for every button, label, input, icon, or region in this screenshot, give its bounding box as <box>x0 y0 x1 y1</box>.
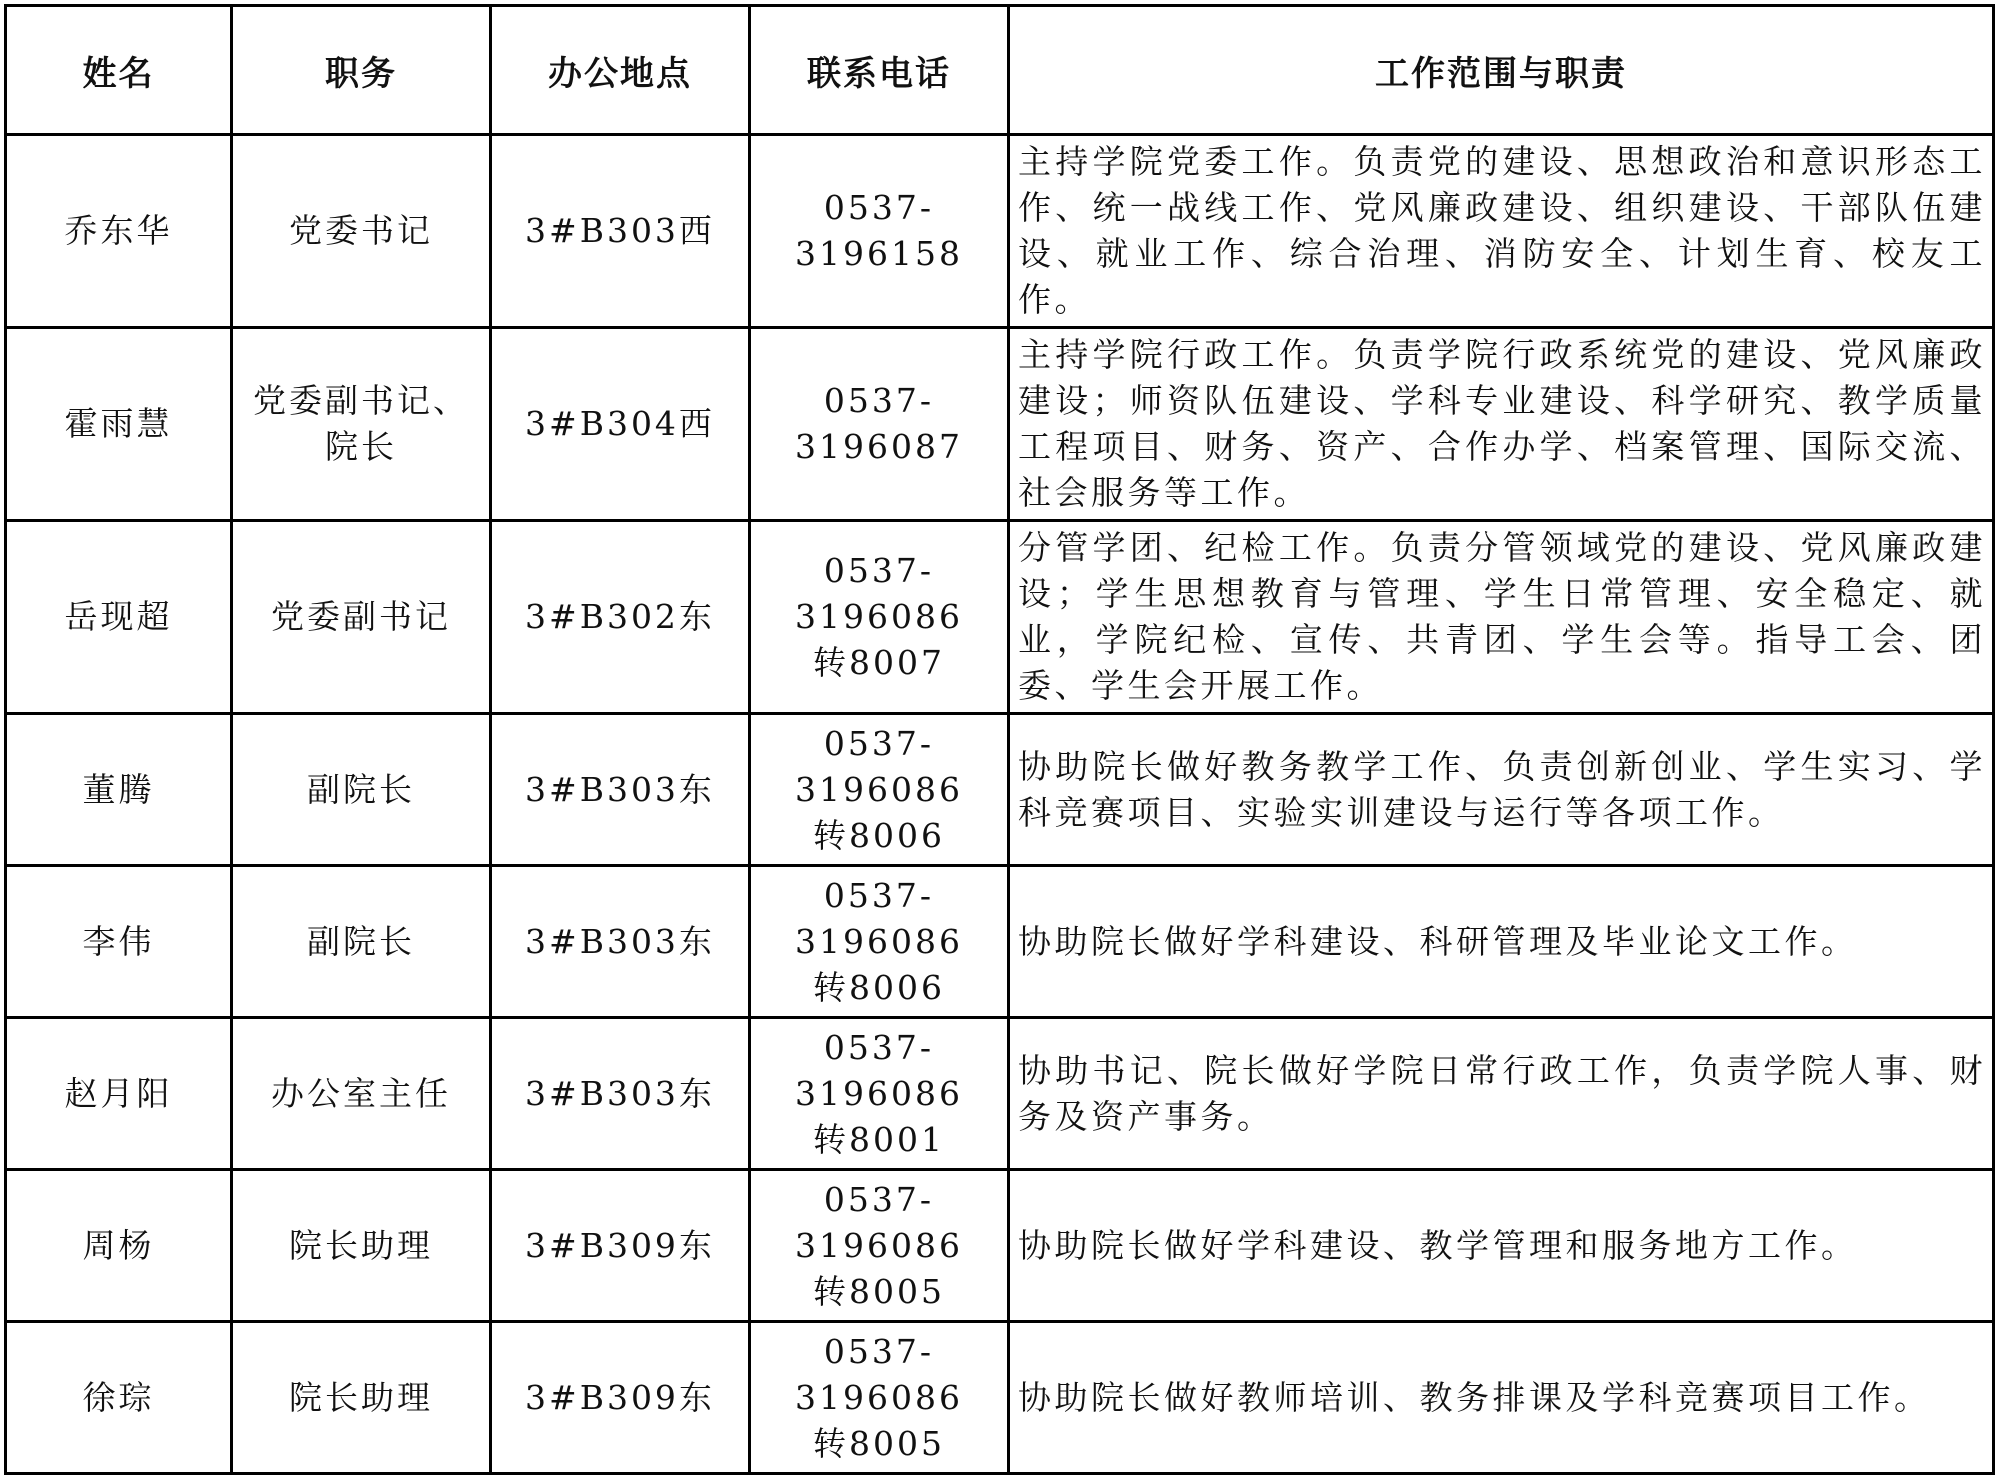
phone-cell <box>750 866 1009 1018</box>
table-row <box>6 714 1994 866</box>
phone-extension: 转8005 <box>813 1271 945 1311</box>
phone-number: 0537-3196086 <box>795 875 963 961</box>
phone-cell <box>750 714 1009 866</box>
phone-number: 0537-3196086 <box>795 1179 963 1265</box>
phone-number: 0537-3196086 <box>795 1331 963 1417</box>
phone-number: 0537-3196086 <box>795 1027 963 1113</box>
position-cell <box>232 1170 491 1322</box>
table-row <box>6 1170 1994 1322</box>
phone-extension: 转8006 <box>813 815 945 855</box>
position-cell <box>232 1322 491 1474</box>
phone-extension: 转8005 <box>813 1423 945 1463</box>
office-cell: 3#B303东 <box>491 1018 750 1170</box>
position-line: 院长助理 <box>289 1377 433 1417</box>
table-row <box>6 328 1994 521</box>
phone-number: 0537-3196158 <box>795 188 963 273</box>
name-cell: 周杨 <box>6 1170 232 1322</box>
name-cell: 乔东华 <box>6 135 232 328</box>
position-cell <box>232 1018 491 1170</box>
phone-cell <box>750 135 1009 328</box>
header-row <box>6 6 1994 135</box>
phone-extension: 转8007 <box>813 643 945 682</box>
duties-cell: 协助院长做好学科建设、教学管理和服务地方工作。 <box>1009 1170 1994 1322</box>
header-position: 职务 <box>232 6 491 135</box>
phone-number: 0537-3196087 <box>795 381 963 466</box>
duties-cell: 分管学团、纪检工作。负责分管领域党的建设、党风廉政建设；学生思想教育与管理、学生日常管理、安全稳定、就业，学院纪检、宣传、共青团、学生会等。指导工会、团委、学生会开展工作。 <box>1009 521 1994 714</box>
duties-cell: 主持学院党委工作。负责党的建设、思想政治和意识形态工作、统一战线工作、党风廉政建设、组织建设、干部队伍建设、就业工作、综合治理、消防安全、计划生育、校友工作。 <box>1009 135 1994 328</box>
name-cell: 徐琮 <box>6 1322 232 1474</box>
office-cell: 3#B303西 <box>491 135 750 328</box>
position-line: 副院长 <box>307 769 415 809</box>
office-cell: 3#B303东 <box>491 866 750 1018</box>
staff-directory-table <box>4 4 1995 1475</box>
name-cell: 霍雨慧 <box>6 328 232 521</box>
phone-cell <box>750 328 1009 521</box>
table-row <box>6 521 1994 714</box>
duties-cell: 协助院长做好学科建设、科研管理及毕业论文工作。 <box>1009 866 1994 1018</box>
phone-cell <box>750 521 1009 714</box>
table-row <box>6 1018 1994 1170</box>
office-cell: 3#B304西 <box>491 328 750 521</box>
office-cell: 3#B309东 <box>491 1170 750 1322</box>
phone-cell <box>750 1170 1009 1322</box>
phone-number: 0537-3196086 <box>795 723 963 809</box>
name-cell: 董腾 <box>6 714 232 866</box>
position-line: 院长助理 <box>289 1225 433 1265</box>
name-cell: 赵月阳 <box>6 1018 232 1170</box>
office-cell: 3#B303东 <box>491 714 750 866</box>
office-cell: 3#B309东 <box>491 1322 750 1474</box>
phone-extension: 转8001 <box>813 1119 945 1159</box>
table-row <box>6 866 1994 1018</box>
phone-cell <box>750 1018 1009 1170</box>
position-cell <box>232 866 491 1018</box>
header-phone: 联系电话 <box>750 6 1009 135</box>
duties-cell: 协助院长做好教务教学工作、负责创新创业、学生实习、学科竞赛项目、实验实训建设与运行等各项工作。 <box>1009 714 1994 866</box>
name-cell: 岳现超 <box>6 521 232 714</box>
position-line: 党委副书记、 <box>253 381 469 420</box>
phone-number: 0537-3196086 <box>795 551 963 636</box>
position-line: 院长 <box>325 427 397 466</box>
duties-cell: 协助院长做好教师培训、教务排课及学科竞赛项目工作。 <box>1009 1322 1994 1474</box>
position-line: 党委副书记 <box>271 597 451 636</box>
position-cell <box>232 521 491 714</box>
position-line: 副院长 <box>307 921 415 961</box>
position-cell <box>232 328 491 521</box>
position-line: 办公室主任 <box>271 1073 451 1113</box>
table-row <box>6 1322 1994 1474</box>
name-cell: 李伟 <box>6 866 232 1018</box>
header-office: 办公地点 <box>491 6 750 135</box>
header-duties: 工作范围与职责 <box>1009 6 1994 135</box>
position-cell <box>232 135 491 328</box>
duties-cell: 主持学院行政工作。负责学院行政系统党的建设、党风廉政建设；师资队伍建设、学科专业建设、科学研究、教学质量工程项目、财务、资产、合作办学、档案管理、国际交流、社会服务等工作。 <box>1009 328 1994 521</box>
office-cell: 3#B302东 <box>491 521 750 714</box>
phone-cell <box>750 1322 1009 1474</box>
position-line: 党委书记 <box>289 211 433 250</box>
phone-extension: 转8006 <box>813 967 945 1007</box>
position-cell <box>232 714 491 866</box>
duties-cell: 协助书记、院长做好学院日常行政工作，负责学院人事、财务及资产事务。 <box>1009 1018 1994 1170</box>
header-name: 姓名 <box>6 6 232 135</box>
table-row <box>6 135 1994 328</box>
